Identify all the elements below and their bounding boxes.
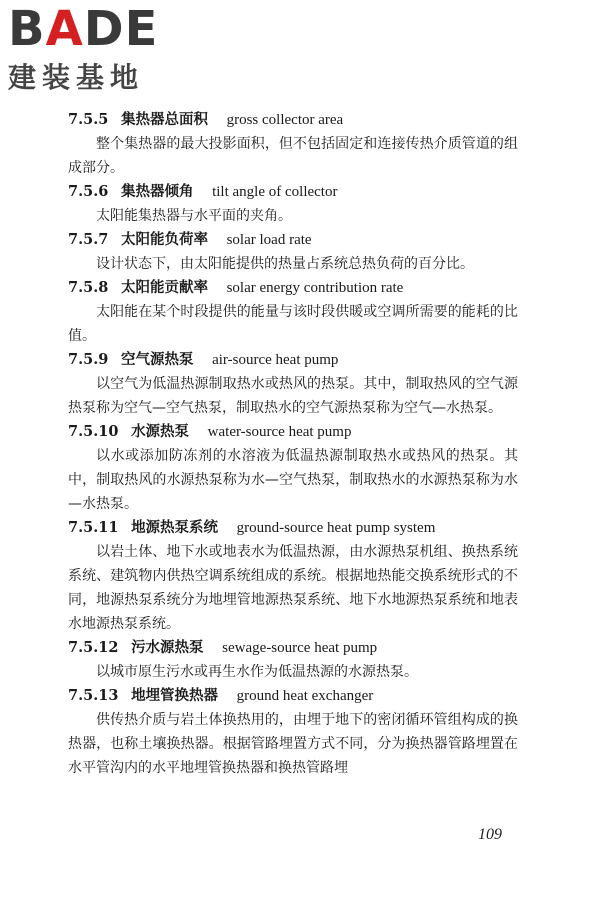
entry-term-chinese: 空气源热泵 xyxy=(120,352,194,368)
entry-definition: 设计状态下，由太阳能提供的热量占系统总热负荷的百分比。 xyxy=(96,256,474,272)
entry-number: 7.5.10 xyxy=(68,423,119,440)
entry-term-english: water-source heat pump xyxy=(207,424,352,440)
entry-term-chinese: 太阳能贡献率 xyxy=(120,280,208,296)
entry-term-chinese: 地埋管换热器 xyxy=(131,688,219,704)
entry-definition: 以空气为低温热源制取热水或热风的热泵。其中，制取热风的空气源热泵称为空气—空气热泵，制取热水的空气源热泵称为空气—水热泵。 xyxy=(68,376,518,416)
entry-term-chinese: 集热器总面积 xyxy=(120,112,208,128)
entry-definition: 太阳能在某个时段提供的能量与该时段供暖或空调所需要的能耗的比值。 xyxy=(68,304,518,344)
entry-term-english: gross collector area xyxy=(226,112,344,128)
entry-term-chinese: 集热器倾角 xyxy=(120,184,194,200)
glossary-entry xyxy=(68,420,518,516)
entry-heading xyxy=(68,228,518,252)
entry-heading xyxy=(68,348,518,372)
entry-term-chinese: 地源热泵系统 xyxy=(131,520,219,536)
entry-heading xyxy=(68,420,518,444)
entry-heading xyxy=(68,516,518,540)
entry-number: 7.5.8 xyxy=(68,279,109,296)
glossary-entry xyxy=(68,636,518,684)
entry-term-chinese: 污水源热泵 xyxy=(131,640,204,656)
entry-number: 7.5.13 xyxy=(68,687,119,704)
logo-letter-e: E xyxy=(124,1,159,57)
logo-letter-a: A xyxy=(45,1,84,57)
entry-number: 7.5.12 xyxy=(68,639,119,656)
entry-term-chinese: 水源热泵 xyxy=(131,424,190,440)
entry-term-english: sewage-source heat pump xyxy=(222,640,378,656)
entry-heading xyxy=(68,108,518,132)
entry-term-english: ground-source heat pump system xyxy=(236,520,436,536)
entry-term-english: tilt angle of collector xyxy=(212,184,338,200)
entry-term-english: solar energy contribution rate xyxy=(226,280,404,296)
entry-definition: 以岩土体、地下水或地表水为低温热源，由水源热泵机组、换热系统系统、建筑物内供热空调系统组成的系统。根据地热能交换系统形式的不同，地源热泵系统分为地埋管地源热泵系统、地下水地源热泵系统和地表水地源热泵系统。 xyxy=(68,544,518,632)
entry-term-english: solar load rate xyxy=(226,232,312,248)
glossary-entry xyxy=(68,276,518,348)
entry-heading xyxy=(68,276,518,300)
entry-term-chinese: 太阳能负荷率 xyxy=(120,232,208,248)
entry-definition: 以城市原生污水或再生水作为低温热源的水源热泵。 xyxy=(96,664,418,680)
glossary-entry xyxy=(68,516,518,636)
entry-heading xyxy=(68,180,518,204)
logo-chinese-text: 建装基地 xyxy=(8,61,145,94)
entry-definition: 以水或添加防冻剂的水溶液为低温热源制取热水或热风的热泵。其中，制取热风的水源热泵称为水—空气热泵，制取热水的水源热泵称为水—水热泵。 xyxy=(68,448,518,512)
glossary-entry xyxy=(68,108,518,180)
glossary-entry xyxy=(68,180,518,228)
entry-definition: 整个集热器的最大投影面积，但不包括固定和连接传热介质管道的组成部分。 xyxy=(68,136,518,176)
glossary-content xyxy=(68,108,518,780)
bade-logo xyxy=(8,1,178,96)
glossary-entry xyxy=(68,228,518,276)
entry-term-english: ground heat exchanger xyxy=(236,688,374,704)
glossary-entry xyxy=(68,348,518,420)
entry-number: 7.5.11 xyxy=(68,519,119,536)
entry-term-english: air-source heat pump xyxy=(212,352,339,368)
logo-letter-d: D xyxy=(83,1,125,57)
entry-number: 7.5.7 xyxy=(68,231,109,248)
glossary-entry xyxy=(68,684,518,780)
logo-latin-text xyxy=(8,1,178,57)
entry-definition: 太阳能集热器与水平面的夹角。 xyxy=(96,208,292,224)
entry-number: 7.5.6 xyxy=(68,183,109,200)
entry-heading xyxy=(68,684,518,708)
entry-number: 7.5.9 xyxy=(68,351,109,368)
entry-definition: 供传热介质与岩土体换热用的，由埋于地下的密闭循环管组构成的换热器，也称土壤换热器。根据管路埋置方式不同，分为换热器管路埋置在水平管沟内的水平地埋管换热器和换热管路埋 xyxy=(68,712,518,776)
page-number: 109 xyxy=(478,826,502,843)
entry-heading xyxy=(68,636,518,660)
logo-letter-b: B xyxy=(8,1,46,57)
entry-number: 7.5.5 xyxy=(68,111,109,128)
